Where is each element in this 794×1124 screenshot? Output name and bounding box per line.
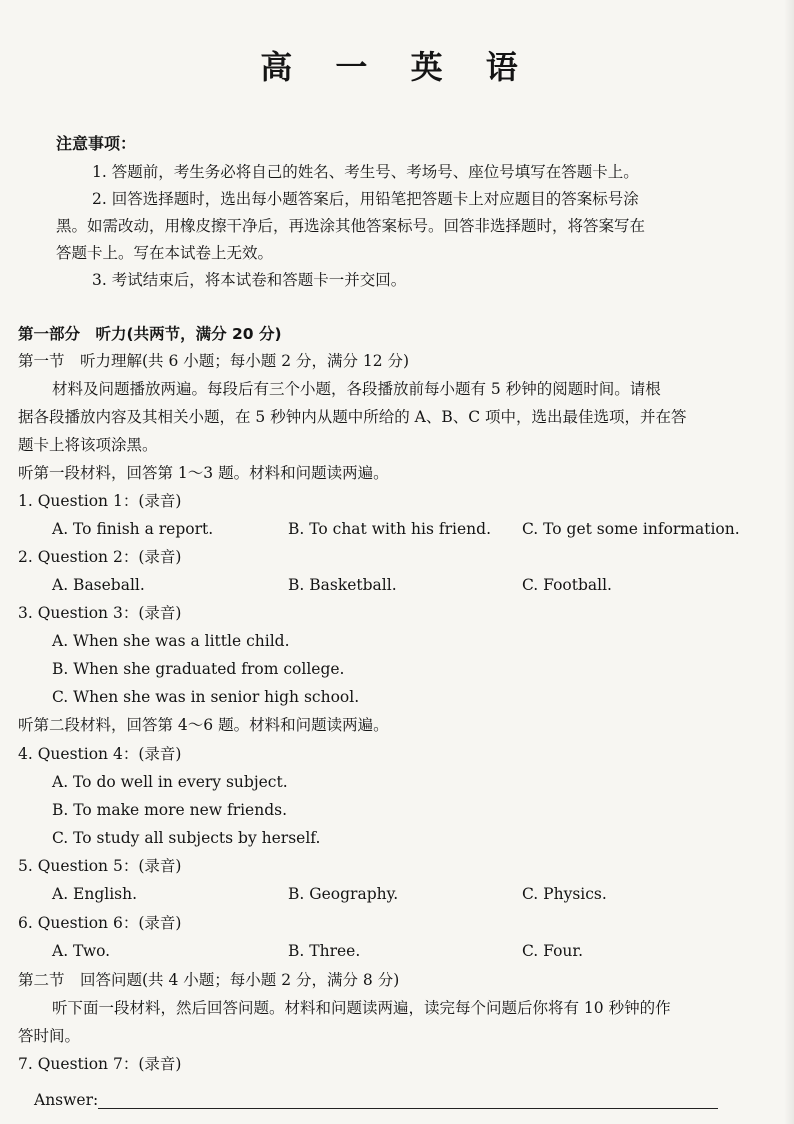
question-3-stem: 3. Question 3：(录音): [18, 604, 182, 622]
section1-instructions-1: 材料及问题播放两遍。每段后有三个小题，各段播放前每小题有 5 秒钟的阅题时间。请根: [52, 380, 661, 398]
page-edge-shadow: [784, 0, 794, 1124]
section1-heading: 第一节 听力理解(共 6 小题；每小题 2 分，满分 12 分): [18, 352, 410, 370]
section2-instructions-2: 答时间。: [18, 1027, 81, 1045]
notice-heading: 注意事项：: [56, 134, 137, 153]
question-2-option-b: B. Basketball.: [288, 576, 397, 594]
question-7-stem: 7. Question 7：(录音): [18, 1055, 182, 1073]
section1-instructions-3: 题卡上将该项涂黑。: [18, 436, 158, 454]
notice-line-1: 1. 答题前，考生务必将自己的姓名、考生号、考场号、座位号填写在答题卡上。: [92, 163, 639, 181]
page-title: 高 一 英 语: [260, 48, 534, 86]
question-5-option-b: B. Geography.: [288, 885, 399, 903]
notice-line-2: 2. 回答选择题时，选出每小题答案后，用铅笔把答题卡上对应题目的答案标号涂: [92, 190, 639, 208]
question-2-stem: 2. Question 2：(录音): [18, 548, 182, 566]
answer-blank-line[interactable]: [98, 1108, 718, 1109]
question-6-option-a: A. Two.: [52, 942, 111, 960]
group1-instruction: 听第一段材料，回答第 1～3 题。材料和问题读两遍。: [18, 464, 389, 482]
question-5-option-c: C. Physics.: [522, 885, 607, 903]
question-4-stem: 4. Question 4：(录音): [18, 745, 182, 763]
section2-heading: 第二节 回答问题(共 4 小题；每小题 2 分，满分 8 分): [18, 971, 400, 989]
question-3-option-b: B. When she graduated from college.: [52, 660, 345, 678]
question-1-option-a: A. To finish a report.: [52, 520, 214, 538]
question-1-stem: 1. Question 1：(录音): [18, 492, 182, 510]
notice-line-5: 3. 考试结束后，将本试卷和答题卡一并交回。: [92, 271, 407, 289]
answer-label: Answer:: [34, 1091, 99, 1109]
group2-instruction: 听第二段材料，回答第 4～6 题。材料和问题读两遍。: [18, 716, 389, 734]
section1-instructions-2: 据各段播放内容及其相关小题，在 5 秒钟内从题中所给的 A、B、C 项中，选出最佳选项，并在答: [18, 408, 687, 426]
notice-line-3: 黑。如需改动，用橡皮擦干净后，再选涂其他答案标号。回答非选择题时，将答案写在: [56, 217, 646, 235]
question-6-option-c: C. Four.: [522, 942, 584, 960]
question-6-stem: 6. Question 6：(录音): [18, 914, 182, 932]
question-6-option-b: B. Three.: [288, 942, 361, 960]
question-4-option-a: A. To do well in every subject.: [52, 773, 288, 791]
notice-line-4: 答题卡上。写在本试卷上无效。: [56, 244, 274, 262]
section2-instructions-1: 听下面一段材料，然后回答问题。材料和问题读两遍，读完每个问题后你将有 10 秒钟的作: [52, 999, 671, 1017]
part1-heading: 第一部分 听力(共两节，满分 20 分): [18, 325, 282, 343]
question-4-option-b: B. To make more new friends.: [52, 801, 288, 819]
question-1-option-c: C. To get some information.: [522, 520, 740, 538]
question-2-option-c: C. Football.: [522, 576, 612, 594]
question-5-option-a: A. English.: [52, 885, 138, 903]
question-4-option-c: C. To study all subjects by herself.: [52, 829, 321, 847]
question-3-option-c: C. When she was in senior high school.: [52, 688, 360, 706]
question-1-option-b: B. To chat with his friend.: [288, 520, 491, 538]
question-5-stem: 5. Question 5：(录音): [18, 857, 182, 875]
question-3-option-a: A. When she was a little child.: [52, 632, 290, 650]
question-2-option-a: A. Baseball.: [52, 576, 145, 594]
